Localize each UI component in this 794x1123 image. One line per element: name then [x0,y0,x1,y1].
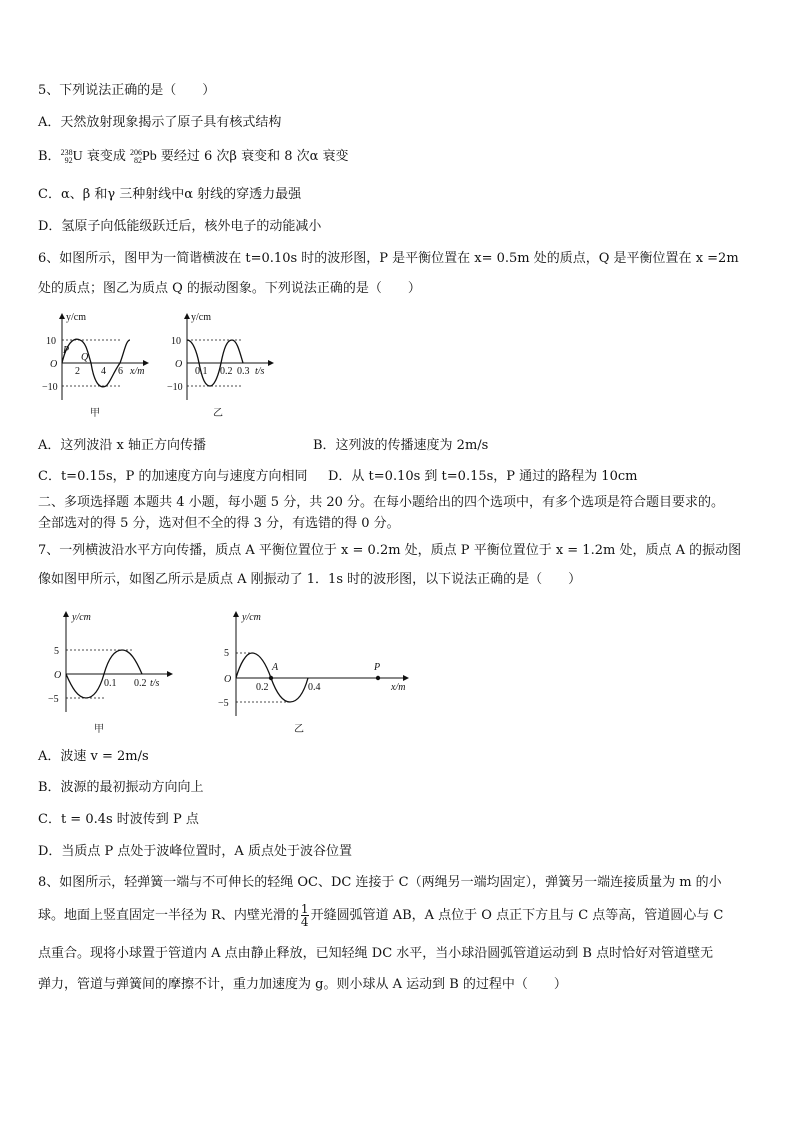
q8-stem-line2-a: 球。地面上竖直固定一半径为 R、内壁光滑的 [38,908,299,923]
q7-yi-xtick-04: 0.4 [308,682,321,693]
q6-option-c: C．t=0.15s，P 的加速度方向与速度方向相同 [38,469,308,484]
q6-jia-ylabel: y/cm [66,312,86,323]
q6-stem-line2: 处的质点；图乙为质点 Q 的振动图象。下列说法正确的是（ ） [38,281,421,296]
q7-yi-ytick-neg5: −5 [218,698,229,709]
q7-option-d: D．当质点 P 点处于波峰位置时，A 质点处于波谷位置 [38,844,352,859]
q8-stem-line3: 点重合。现将小球置于管道内 A 点由静止释放，已知轻绳 DC 水平，当小球沿圆弧管道运动到 B 点时恰好对管道壁无 [38,946,714,961]
q6-vibration-graph-yi [165,308,285,423]
q6-yi-xlabel: t/s [255,366,265,377]
q6-jia-ytick-10: 10 [46,336,56,347]
q7-yi-xlabel: x/m [391,682,406,693]
q6-wave-graph-jia [40,308,160,423]
q6-jia-ytick-neg10: −10 [42,382,58,393]
q6-yi-xtick-01: 0.1 [195,366,208,377]
q7-jia-ylabel: y/cm [72,612,91,623]
q7-stem-line1: 7、一列横波沿水平方向传播，质点 A 平衡位置位于 x = 0.2m 处，质点 P 平衡位置位于 x = 1.2m 处，质点 A 的振动图 [38,543,742,558]
q6-yi-origin: O [175,359,183,370]
q6-option-a: A．这列波沿 x 轴正方向传播 [38,438,206,453]
q5-option-b [38,148,349,166]
q5-option-b-suffix: 要经过 6 次β 衰变和 8 次α 衰变 [156,149,349,164]
q5-option-c: C．α、β 和γ 三种射线中α 射线的穿透力最强 [38,187,302,202]
q6-option-d: D．从 t=0.10s 到 t=0.15s，P 通过的路程为 10cm [328,469,638,484]
uranium-238-nuclide: 238 92 U [60,147,83,165]
q6-jia-xtick-4: 4 [101,366,106,377]
section2-instructions-line2: 全部选对的得 5 分，选对但不全的得 3 分，有选错的得 0 分。 [38,516,400,531]
q6-yi-xtick-02: 0.2 [220,366,233,377]
q7-vibration-graph-jia [42,606,177,738]
q5-option-d: D．氢原子向低能级跃迁后，核外电子的动能减小 [38,219,322,234]
q5-option-b-mid: 衰变成 [82,149,130,164]
q7-stem-line2: 像如图甲所示，如图乙所示是质点 A 刚振动了 1．1s 时的波形图，以下说法正确的是（ ） [38,572,582,587]
q7-yi-point-p-dot [376,676,380,680]
q5-option-b-prefix: B． [38,149,61,164]
q6-stem-line1: 6、如图所示，图甲为一简谐横波在 t=0.10s 时的波形图，P 是平衡位置在 x= 0.5m 处的质点，Q 是平衡位置在 x =2m [38,251,739,266]
q6-yi-ytick-neg10: −10 [167,382,183,393]
q6-jia-point-q: Q [81,352,89,363]
q6-yi-ylabel: y/cm [191,312,211,323]
q6-jia-xtick-2: 2 [75,366,80,377]
q7-option-a: A．波速 v = 2m/s [38,749,149,764]
q7-wave-graph-yi [208,606,420,738]
q7-jia-ytick-neg5: −5 [48,694,59,705]
q6-yi-caption: 乙 [213,408,223,419]
q5-stem: 5、下列说法正确的是（ ） [38,83,216,98]
q6-yi-ytick-10: 10 [171,336,181,347]
q5-option-a: A．天然放射现象揭示了原子具有核式结构 [38,115,282,130]
q6-jia-origin: O [50,359,58,370]
q6-jia-caption: 甲 [90,408,100,419]
q6-option-b: B．这列波的传播速度为 2m/s [313,438,489,453]
q7-option-c: C．t = 0.4s 时波传到 P 点 [38,812,199,827]
q7-jia-origin: O [54,670,62,681]
q7-option-b: B．波源的最初振动方向向上 [38,780,204,795]
q7-yi-point-p: P [374,662,381,673]
q7-yi-ylabel: y/cm [242,612,261,623]
q7-yi-origin: O [224,674,232,685]
q6-yi-xtick-03: 0.3 [237,366,250,377]
q8-stem-line2-b: 开缝圆弧管道 AB，A 点位于 O 点正下方且与 C 点等高，管道圆心与 C [310,908,724,923]
q7-yi-point-a: A [272,662,279,673]
quarter-fraction: $\frac{1}{4}$ [300,902,309,929]
lead-206-nuclide: 206 82 Pb [129,147,157,165]
q7-jia-caption: 甲 [94,724,104,735]
q7-yi-ytick-5: 5 [224,648,229,659]
section2-instructions-line1: 二、多项选择题 本题共 4 小题，每小题 5 分，共 20 分。在每小题给出的四个选项中，有多个选项是符合题目要求的。 [38,495,725,510]
q7-yi-point-a-dot [269,676,273,680]
q7-yi-xtick-02: 0.2 [256,682,269,693]
q6-jia-xtick-6: 6 [118,366,123,377]
q6-jia-point-p: P [63,345,70,356]
q8-stem-line1: 8、如图所示，轻弹簧一端与不可伸长的轻绳 OC、DC 连接于 C（两绳另一端均固定），弹簧另一端连接质量为 m 的小 [38,875,722,890]
q7-yi-caption: 乙 [294,724,304,735]
q7-jia-xtick-02: 0.2 [134,678,147,689]
q7-jia-xlabel: t/s [150,678,160,689]
q7-jia-xtick-01: 0.1 [104,678,117,689]
q8-stem-line4: 弹力，管道与弹簧间的摩擦不计，重力加速度为 g。则小球从 A 运动到 B 的过程中（ ） [38,977,567,992]
q7-jia-ytick-5: 5 [54,646,59,657]
q6-jia-xlabel: x/m [130,366,145,377]
q8-stem-line2 [38,903,723,928]
